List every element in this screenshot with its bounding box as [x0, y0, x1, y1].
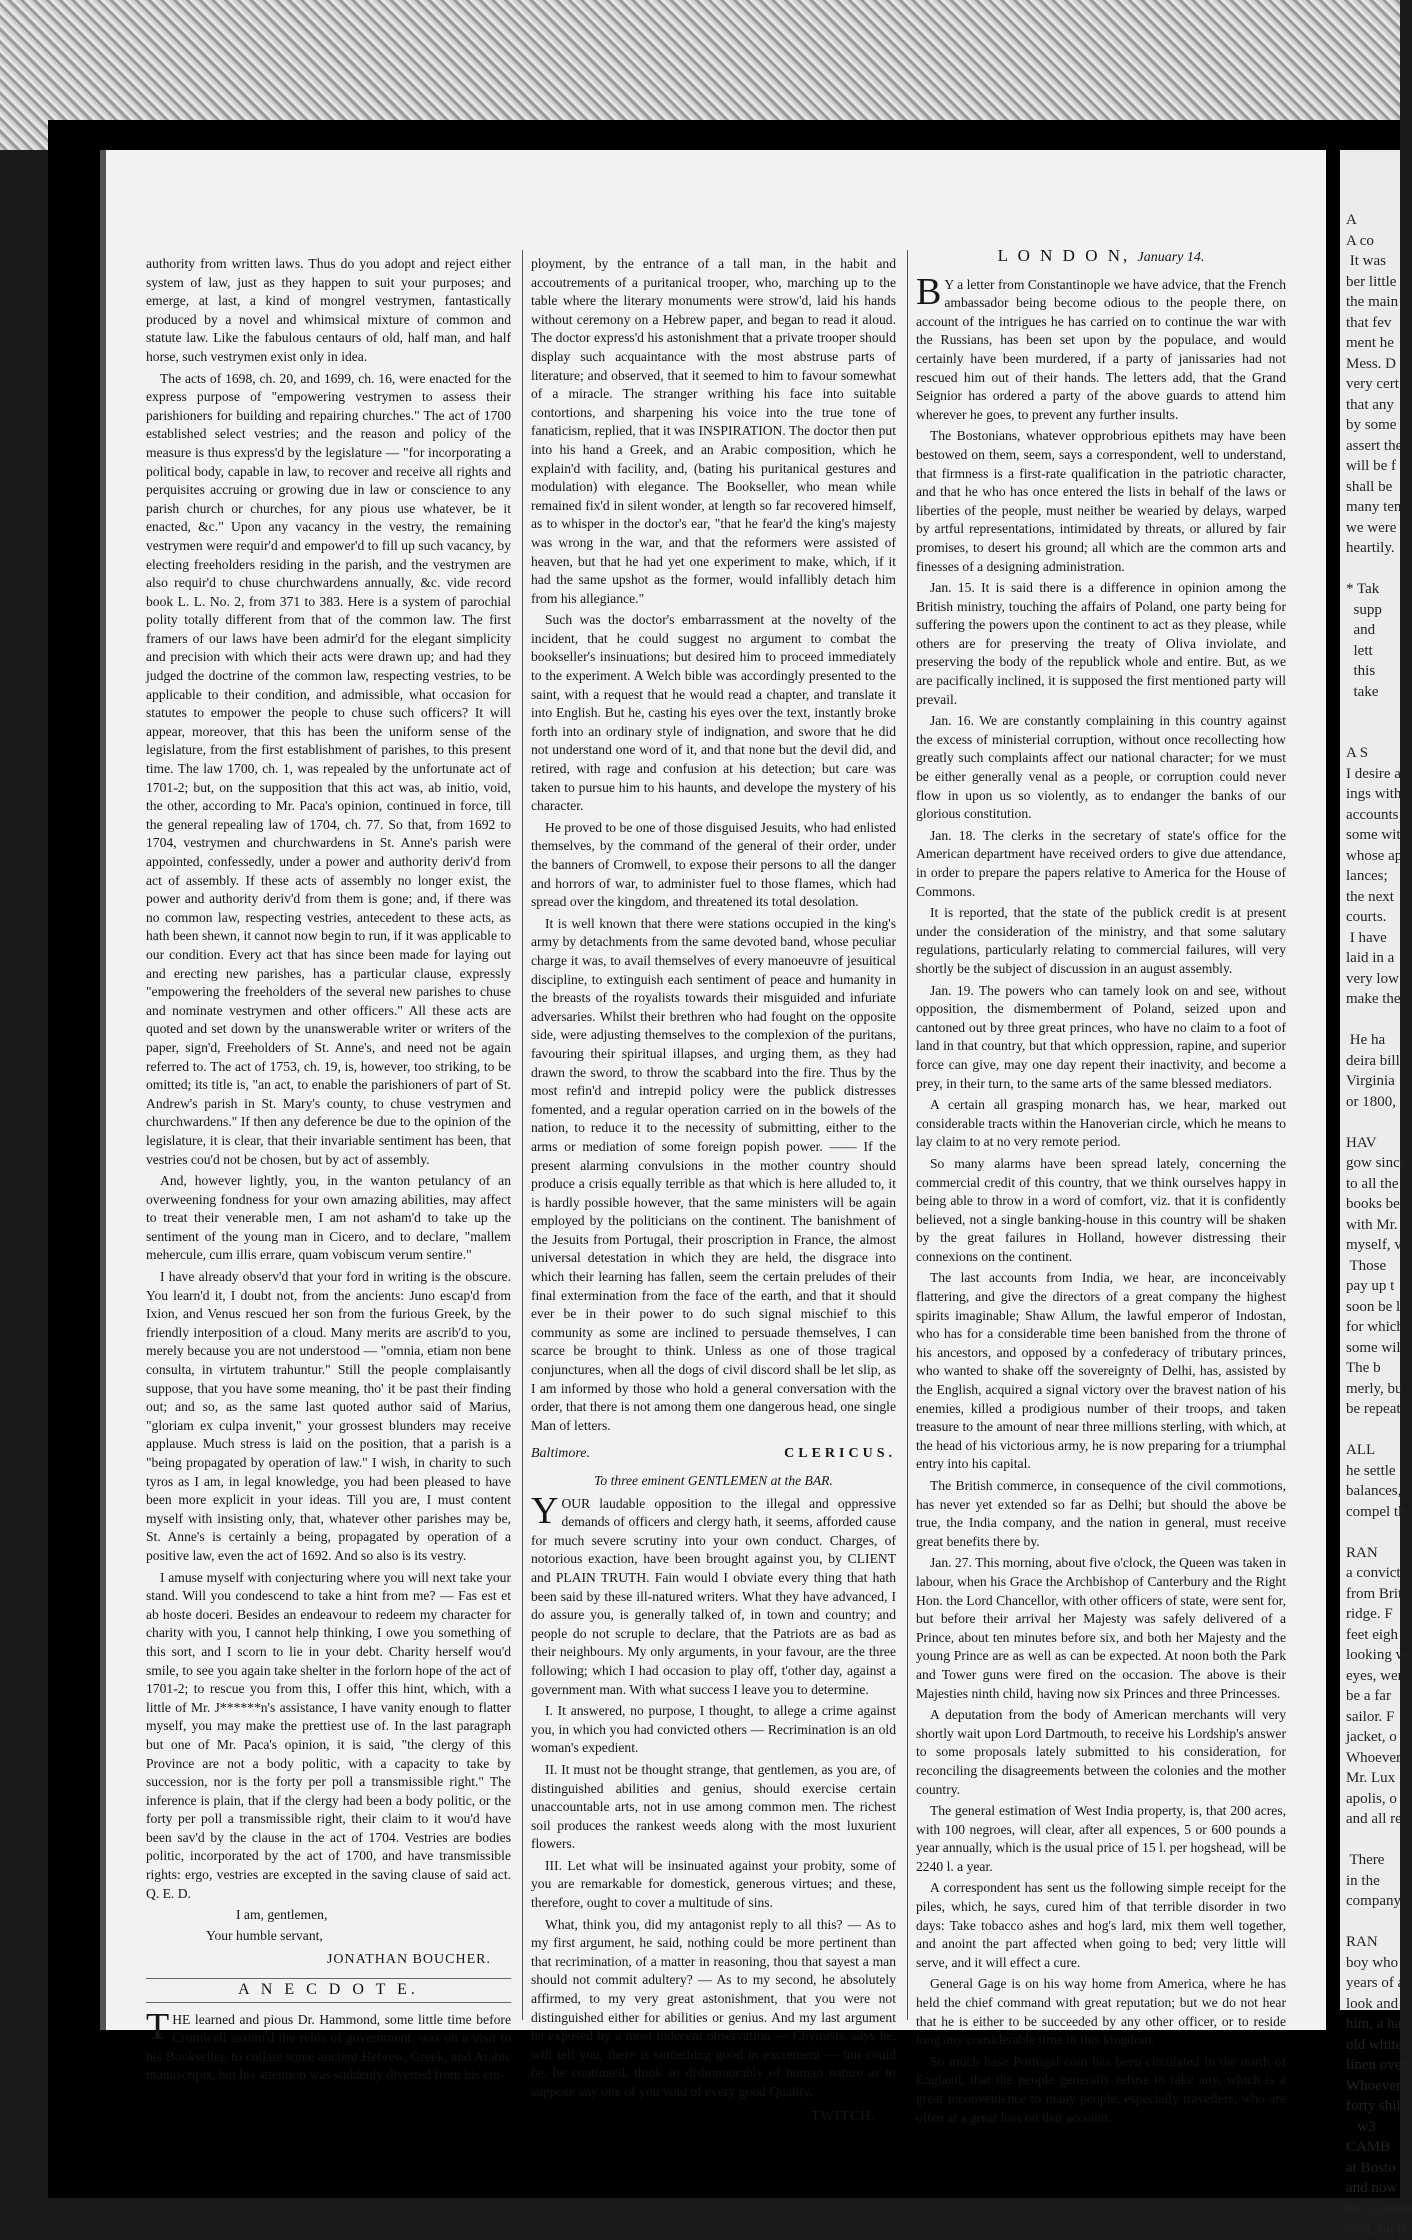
book-scan [48, 120, 1412, 2237]
paragraph: ployment, by the entrance of a tall man, in the habit and accoutrements of a puritanical trooper, who, marching up to the table where the literary monuments were strow'd, laid his hands without ceremony on a Hebrew paper, and began to read it aloud. The doctor express'd his astonishment that a private trooper should display such acquaintance with the most abstruse parts of literature; and observed, that it seemed to him to favour somewhat of a miracle. The stranger writhing his face into suitable contortions, and sharpening his voice into the true tone of fanaticism, replied, that it was INSPIRATION. The doctor then put into his hand a Greek, and an Arabic composition, which he explain'd with facility, and, (bating his puritanical gestures and modulation) with elegance. The Bookseller, who mean while remained fix'd in silent wonder, at length so far recovered himself, as to whisper in the doctor's ear, "that he fear'd the king's majesty was wrong in the war, and that the reformers were assisted of heaven, but that he had yet one experiment to make, which, if it had the same upshot as the former, would infallibly detach him from his allegiance." [531, 256, 896, 606]
paragraph: The acts of 1698, ch. 20, and 1699, ch. 16, were enacted for the express purpose of "empowering vestrymen to assess their parishioners for building and repairing churches." The act of 1700 established select vestries; and the reason and policy of the measure is thus express'd by the legislature — "for incorporating a political body, capable in law, to recover and receive all rights and perquisites accruing or growing due in law or conscience to any parish church or churches, for any pious use whatever, be it enacted, &c." Upon any vacancy in the vestry, the remaining vestrymen were requir'd and empower'd to fill up such vacancy, by electing freeholders residing in the parish, and the vestrymen are also requir'd to chuse churchwardens annually, &c. vide record book L. L. No. 2, from 371 to 383. Here is a system of parochial polity totally different from that of the common law. The first framers of our laws have been admir'd for the elegant simplicity and precision with which their acts were drawn up; and had they judged the doctrine of the common law, respecting vestries, to be applicable to their condition, and admissible, what occasion for statutes to empower the people to chuse such officers? It will appear, moreover, that this has been the uniform sense of the legislature, from the first establishment of parishes, to this present time. The law 1700, ch. 1, was repealed by the unfortunate act of 1701-2; but, on the supposition that this act was, ab initio, void, the other, according to Mr. Paca's opinion, continued in force, till the general repealing law of 1704, ch. 77. So that, from 1692 to 1704, vestrymen and churchwardens in St. Anne's parish were appointed, confessedly, under a power and authority deriv'd from act of assembly. If these acts of assembly no longer exist, the power and authority deriv'd from them is gone; and, if there was no common law, respecting vestries, antecedent to these acts, as hath been shewn, it cannot now begin to run, if it was applicable to our condition. Every act that has since been made for laying out and erecting new parishes, has a particular clause, expressly "empowering the freeholders of the several new parishes to chuse and nominate vestrymen and other officers." All these acts are quoted and set down by the unanswerable writer or writers of the paper, sign'd, Freeholders of St. Anne's, and need not be again referred to. The act of 1753, ch. 19, is, however, too striking, to be omitted; its title is, "an act, to enable the parishioners of part of St. Andrew's parish in St. Mary's county, to chuse vestrymen and churchwardens." If then any deference be due to the opinion of the legislature, it is clear, that their invariable sentiment has been, that vestries cou'd not be chosen, but by act of assembly. [146, 370, 511, 1167]
anecdote-heading: A N E C D O T E. [146, 1978, 511, 2003]
dateline-city: L O N D O N, [997, 246, 1131, 265]
paragraph: The general estimation of West India property, is, that 200 acres, with 100 negroes, will clear, after all expences, 5 or 600 pounds a year annually, which is the usual price of 15 l. per hogshead, will be 2240 l. a year. [916, 1803, 1286, 1874]
paragraph: The Bostonians, whatever opprobrious epithets may have been bestowed on them, seem, says a correspondent, well to understand, that firmness is a first-rate qualification in the patriotic character, and that he who has once entered the lists in behalf of the laws or liberties of the people, must neither be wearied by delays, warped by artful representations, intimidated by threats, or allured by fair promises, to desert his ground; all which are the common arts and finesses of a designing administration. [916, 428, 1286, 574]
column-rule [907, 250, 908, 2020]
paragraph: Jan. 27. This morning, about five o'clock, the Queen was taken in labour, when his Grace the Archbishop of Canterbury and the Right Hon. the Lord Chancellor, with other officers of state, were sent for, but before their arrival her Majesty was safely delivered of a Prince, about ten minutes before six, and both her Majesty and the young Prince are as well as can be expected. At noon both the Park and Tower guns were fired on the occasion. The above is their Majesties ninth child, having now six Princes and three Princesses. [916, 1555, 1286, 1701]
anecdote-text: THE learned and pious Dr. Hammond, some little time before Cromwell assum'd the reins of government, was on a visit to his Bookseller, to collate some ancient Hebrew, Greek, and Arabic manuscripts, but his attention was suddenly diverted from his em- [146, 2005, 511, 2083]
paragraph: So much base Portugal coin has been circulated in the north of England, that the people generally refuse to take any, which is a great inconvenience to many people, especially travellers, who are often at a great loss on that account. [916, 2053, 1286, 2125]
paragraph: Jan. 15. It is said there is a difference in opinion among the British ministry, touching the affairs of Poland, one party being for suffering the powers upon the continent to act as they please, while others are for preserving the treaty of Oliva inviolate, and preserving the body of the republick whole and entire. But, as we are pacifically inclined, it is supposed the first mentioned party will prevail. [916, 580, 1286, 707]
paragraph: The British commerce, in consequence of the civil commotions, has never yet extended so far as Delhi; but should the above be true, the India company, and the nation in general, must receive great benefits there by. [916, 1478, 1286, 1549]
column-rule [522, 250, 523, 2020]
paragraph: A correspondent has sent us the following simple receipt for the piles, which, he says, cured him of that terrible disorder in two days: Take tobacco ashes and hog's lard, mix them well together, and anoint the part affected when going to bed; very little will serve, and it will effect a cure. [916, 1880, 1286, 1970]
signoff [531, 1445, 896, 1464]
paragraph: It is well known that there were stations occupied in the king's army by detachments from the same devoted band, whose peculiar charge it was, to avail themselves of every manoeuvre of jesuitical discipline, to extinguish each sentiment of peace and humanity in the breasts of the royalists towards their misguided and infuriate adversaries. Whilst their brethren who had fought on the opposite side, were adjusting themselves to the complexion of the puritans, favouring their spiritual illapses, and urging them, as they had drawn the sword, to throw the scabbard into the fire. Thus by the most refin'd and intrepid policy were the publick distresses fomented, and a regular operation carried on in the bowels of the nation, to reduce it to the necessity of submitting, either to the arms or mediation of some foreign popish power. —— If the present alarming convulsions in the mother country should produce a crisis equally terrible as that which is here alluded to, it is hardly possible however, that the same ministers will be again employed by the politicians on the continent. The banishment of the Jesuits from Portugal, their proscription in France, the almost universal detestation in which they are held, the disgrace into which their learning has fallen, seem the certain preludes of their final extermination from the face of the earth, and that it should ever be in their power to do such signal mischief to this community as some are inclined to persuade themselves, I can scarce be brought to think. Unless as one of those tragical conjunctures, when all the dogs of civil discord shall be let slip, as I am informed by those who hold a general conversation with the order, that there is not among them one dangerous head, one single Man of letters. [531, 915, 896, 1433]
facing-page-edge [1340, 150, 1412, 2237]
paragraph: Jan. 16. We are constantly complaining in this country against the excess of ministerial corruption, without once recollecting how greatly such complaints affect our national character; for we must be either generally venal as a people, or corruption could never flow in upon us so violently, as to endanger the banks of our glorious constitution. [916, 713, 1286, 822]
paragraph: YOUR laudable opposition to the illegal and oppressive demands of officers and clergy hath, it seems, afforded cause for much severe scrutiny into your own conduct. Charges, of notorious exaction, have been brought against you, by CLIENT and PLAIN TRUTH. Fain would I obviate every thing that hath been said by these ill-natured writers. What they have advanced, I do assure you, is generally talked of, in town and country; and people do not scruple to declare, that the Patriots are as bad as their neighbours. My only arguments, in your favour, are the three following; which I had occasion to play off, t'other day, against a government man. With what success I leave you to determine. [531, 1489, 896, 1697]
facing-page-text: A A co It was ber little the main that fev ment he Mess. D very cert that any by some assert the will be f shall be many ten we were heartily. * Tak supp and lett this take A S I desire a ings with accounts some wit whose ap lances; the next courts. I have laid in a very low make the He ha deira bill Virginia or 1800, HAV gow since to all the books be with Mr. myself, v Those pay up t soon be l for which some wil The b merly, bu be repeat ALL he settle balances, compel th RAN a convict from Brit ridge. F feet eigh looking w eyes, wer be a far sailor. F jacket, o Whoever Mr. Lux apolis, o and all re There in the company. RAN boy who years of a look and him, a ha old white linen over Whoever forty shill w3 CAMB at Bosto and now the Corone sion, on p [1346, 212, 1412, 2237]
paragraph: He proved to be one of those disguised Jesuits, who had enlisted themselves, by the command of the general of their order, under the banners of Cromwell, to expose their persons to all the danger and horrors of war, to administer fuel to those flames, which had spread over the kingdom, and threatened its total desolation. [531, 819, 896, 910]
paragraph: I have already observ'd that your ford in writing is the obscure. You learn'd it, I doubt not, from the ancients: Juno escap'd from Ixion, and Venus rescued her son from the furious Greek, by the friendly interposition of a cloud. Many merits are ascrib'd to you, merely because you are not understood — "omnia, etiam non bene consulta, in virtutem trahuntur." Still the people complaisantly suppose, that you have some meaning, tho' it be past their finding out; and so, as the same last quoted author said of Marius, "gloriam ex culpa invenit," your grossest blunders may receive applause. Much stress is laid on the position, that a parish is a "being propagated by operation of law." I wish, in charity to such tyros as I am, in legal knowledge, you had been pleased to have been more explicit in your ideas. Till you are, I must content myself with insisting only, that, whatever other parishes may be, St. Anne's is certainly a being, propagated by operation of a positive law, even the act of 1692. And so also is its vestry. [146, 1269, 511, 1563]
paragraph: I amuse myself with conjecturing where you will next take your stand. Will you condescend to take a hint from me? — Fas est et ab hoste doceri. Besides an endeavour to redeem my character for charity with you, I cannot help thinking, I owe you something of this sort, and I scorn to lie in your debt. Charity herself wou'd smile, to see you again take shelter in the forlorn hope of the act of 1701-2; to rescue you from this, I offer this hint, which, with a little of Mr. J******n's assistance, I have vanity enough to flatter myself, you may make the prettiest use of. In the last paragraph but one of Mr. Paca's opinion, it is said, "the clergy of this Province are not a body politic, with a capacity to take by succession, nor is the forty per poll a transmissible right." The inference is plain, that if the clergy had been a body politic, or the forty per poll a transmissible right, their claim to it wou'd have been sav'd by the clause in the act of 1704. Vestries are bodies politic, incorporated by the act of 1700, and have transmissible rights: ergo, vestries are excepted in the saving clause of said act. Q. E. D. [146, 1569, 511, 1901]
letter-address: To three eminent GENTLEMEN at the BAR. [594, 1473, 833, 1488]
dateline [916, 247, 1286, 268]
signature: JONATHAN BOUCHER. [326, 1952, 491, 1968]
column-left [146, 255, 511, 2083]
paragraph: It is reported, that the state of the publick credit is at present under the consideration of the ministry, and that some salutary regulations, particularly relating to commercial failures, will very shortly be the subject of discussion in an august assembly. [916, 905, 1286, 976]
newspaper-page [100, 150, 1326, 2125]
paragraph: I. It answered, no purpose, I thought, to allege a crime against you, in which you had convicted others — Recrimination is an old woman's expedient. [531, 1703, 896, 1756]
place: Baltimore. [531, 1446, 590, 1462]
paragraph: BY a letter from Constantinople we have advice, that the French ambassador being become odious to the people there, on account of the intrigues he has carried on to continue the war with the Russians, has been set upon by the populace, and would certainly have been murdered, if a party of janissaries had not rescued him out of their hands. The letters add, that the Grand Seignior has ordered a party of the above guards to attend him wherever he goes, to prevent any further insults. [916, 270, 1286, 422]
column-right [916, 246, 1286, 2125]
paragraph: II. It must not be thought strange, that gentlemen, as you are, of distinguished abilities and genius, should exercise certain unaccountable arts, not in use among common men. The richest soil produces the rankest weeds along with the most luxurient flowers. [531, 1761, 896, 1852]
paragraph: General Gage is on his way home from America, where he has held the chief command with great reputation; but we do not hear that he is either to be succeeded by any other officer, or to reside long any considerable time in this kingdom. [916, 1976, 1286, 2048]
paragraph: The last accounts from India, we hear, are inconceivably flattering, and give the directors of a great company the highest spirits imaginable; Shaw Allum, the lawful emperor of Indostan, who has for a considerable time been banished from the throne of his ancestors, and opposed by a confederacy of tributary princes, who wanted to shake off the sovereignty of Delhi, has, assisted by the English, acquired a signal victory over the bravest nation of his enemies, killed a prodigious number of their troops, and taken treasure to the amount of near three millions sterling, with which, at the head of his victorious army, he is now preparing for a triumphal entry into his capital. [916, 1270, 1286, 1472]
signature: CLERICUS. [784, 1446, 896, 1462]
paragraph: Jan. 18. The clerks in the secretary of state's office for the American department have received orders to give due attendance, in order to prepare the papers relative to America for the House of Commons. [916, 827, 1286, 899]
paragraph: A deputation from the body of American merchants will very shortly wait upon Lord Dartmouth, to receive his Lordship's answer to some proposals lately submitted to his consideration, for reconciling the disagreements between the colonies and the mother country. [916, 1707, 1286, 1797]
column-middle [531, 255, 896, 2124]
closing: Your humble servant, [206, 1927, 323, 1943]
paragraph: And, however lightly, you, in the wanton petulancy of an overweening fondness for your own amazing abilities, may affect to treat their venerable men, I am not asham'd to take up the sentiment of the young man in Cicero, and to declare, "mallem mehercule, cum illis errare, quam vobiscum verum sentire." [146, 1173, 511, 1263]
signature: TWITCH. [811, 2108, 876, 2124]
paragraph: Such was the doctor's embarrassment at the novelty of the incident, that he could suggest no argument to combat the bookseller's insinuations; but desired him to proceed immediately to the experiment. A Welch bible was accordingly presented to the saint, with a request that he would read a chapter, and translate it into English. But he, casting his eyes over the text, instantly broke forth into an ordinary style of indignation, and swore that he did not understand one word of it, and that none but the devil did, and retired, with rage and confusion at his detection; but care was taken to pursue him to his haunts, and develope the mystery of his character. [531, 612, 896, 814]
paragraph: So many alarms have been spread lately, concerning the commercial credit of this country, that we think ourselves happy in being able to throw in a word of comfort, viz. that it is confidently believed, not a single banking-house in this country will be shaken by the great failures in Holland, however distressing their connexions on the continent. [916, 1155, 1286, 1264]
paragraph: Jan. 19. The powers who can tamely look on and see, without opposition, the dismemberment of Poland, seized upon and cantoned out by three great princes, who have no claim to a foot of land in that country, but that which oppression, rapine, and superior force can give, may one day repent their inactivity, and become a prey, in their turn, to the same arts of the same blessed mediators. [916, 982, 1286, 1091]
paragraph: authority from written laws. Thus do you adopt and reject either system of law, just as they happen to suit your purposes; and emerge, at last, a kind of mongrel vestrymen, fantastically produced by a novel and whimsical mixture of common and statute law. Like the fabulous centaurs of old, half man, and half horse, such vestrymen exist only in idea. [146, 256, 511, 364]
paragraph: III. Let what will be insinuated against your probity, some of you are remarkable for domestick, generous virtues; and these, therefore, ought to cover a multitude of sins. [531, 1857, 896, 1911]
paragraph: What, think you, did my antagonist reply to all this? — As to my first argument, he said, nothing could be more pertinent than that recrimination, of a matter in reasoning, thou that sayest a man should not commit adultery? — As to my second, he absolutely affirmed, to my very great astonishment, that you were not distinguished either for abilities or genius. And my last argument he exposed by a most indecent observation — Chymists, says he, will tell you, there is something good in excrement — but could he, he continued, think so dishonourably of human nature as to suppose any one of you void of every good Quality. [531, 1916, 896, 2099]
closing: I am, gentlemen, [236, 1907, 328, 1923]
dateline-date: January 14. [1137, 250, 1205, 265]
paragraph: A certain all grasping monarch has, we hear, marked out considerable tracts within the Hanoverian circle, which he means to lay claim to at no very remote period. [916, 1097, 1286, 1150]
